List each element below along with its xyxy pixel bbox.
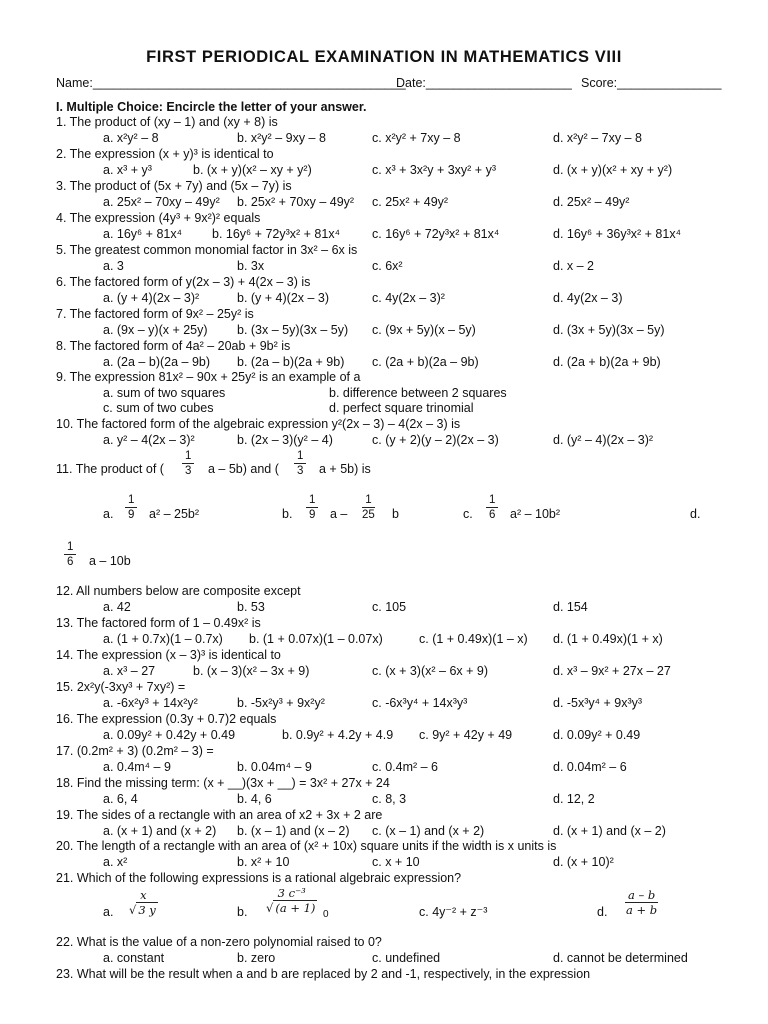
choice-text: b [392,507,399,521]
choice-a[interactable]: a. sum of two squares [103,386,226,400]
question-stem: 13. The factored form of 1 – 0.49x² is [56,616,261,630]
choice-c[interactable]: c. (9x + 5y)(x – 5y) [372,323,476,337]
choice-a[interactable]: a. x² [103,855,128,869]
choice-b[interactable]: b. (2a – b)(2a + 9b) [237,355,345,369]
choice-d[interactable]: d. (y² – 4)(2x – 3)² [553,433,654,447]
choice-d[interactable]: d. -5x³y⁴ + 9x³y³ [553,696,643,710]
choice-b[interactable]: b. (x – 1) and (x – 2) [237,824,350,838]
fraction: $\frac{1}{25}$ [362,494,375,521]
choice-text: 0 [323,909,329,920]
choice-a[interactable]: a. (9x – y)(x + 25y) [103,323,208,337]
choice-c[interactable]: c. (x + 3)(x² – 6x + 9) [372,664,489,678]
question-stem: 16. The expression (0.3y + 0.7)2 equals [56,712,277,726]
question-stem: 4. The expression (4y³ + 9x²)² equals [56,211,261,225]
fraction: $\frac{\text{3 c⁻³}}{√ (a + 1)}$ [266,886,316,915]
choice-label: a. [103,905,114,919]
choice-b[interactable]: b. (3x – 5y)(3x – 5y) [237,323,349,337]
choice-b[interactable]: b. 16y⁶ + 72y³x² + 81x⁴ [212,227,340,241]
choice-a[interactable]: a. -6x²y³ + 14x²y² [103,696,198,710]
question-stem: 6. The factored form of y(2x – 3) + 4(2x – 3) is [56,275,311,289]
question-stem: 22. What is the value of a non-zero polynomial raised to 0? [56,935,382,949]
choice-c[interactable]: c. 9y² + 42y + 49 [419,728,513,742]
choice-a[interactable]: a. (1 + 0.7x)(1 – 0.7x) [103,632,223,646]
question-stem: 9. The expression 81x² – 90x + 25y² is an example of a [56,370,361,384]
choice-c[interactable]: c. 0.4m² – 6 [372,760,438,774]
question-stem: 1. The product of (xy – 1) and (xy + 8) is [56,115,278,129]
fraction: $\frac{x}{√ 3 y}$ [129,888,156,917]
choice-label: c. [463,507,473,521]
choice-b[interactable]: b. -5x²y³ + 9x²y² [237,696,325,710]
choice-c[interactable]: c. (x – 1) and (x + 2) [372,824,485,838]
section-heading: I. Multiple Choice: Encircle the letter of your answer. [56,100,367,114]
choice-c[interactable]: c. 105 [372,600,407,614]
choice-b[interactable]: b. (y + 4)(2x – 3) [237,291,330,305]
question-stem: 15. 2x²y(-3xy³ + 7xy²) = [56,680,186,694]
choice-c[interactable]: c. 8, 3 [372,792,407,806]
choice-a[interactable]: a. (y + 4)(2x – 3)² [103,291,200,305]
question-stem: 19. The sides of a rectangle with an area of x2 + 3x + 2 are [56,808,383,822]
question-stem: 20. The length of a rectangle with an area of (x² + 10x) square units if the width is x units is [56,839,557,853]
choice-d[interactable]: d. (2a + b)(2a + 9b) [553,355,661,369]
choice-a[interactable]: a. 0.4m⁴ – 9 [103,760,171,774]
question-stem: 5. The greatest common monomial factor in 3x² – 6x is [56,243,358,257]
choice-a[interactable]: a. y² – 4(2x – 3)² [103,433,195,447]
choice-c[interactable]: c. 16y⁶ + 72y³x² + 81x⁴ [372,227,500,241]
choice-b[interactable]: b. x²y² – 9xy – 8 [237,131,326,145]
fraction: $\frac{1}{9}$ [306,494,318,521]
choice-b[interactable]: b. difference between 2 squares [329,386,507,400]
choice-label: d. [690,507,701,521]
choice-a[interactable]: a. (2a – b)(2a – 9b) [103,355,211,369]
choice-label: d. [597,905,608,919]
choice-b[interactable]: b. (x – 3)(x² – 3x + 9) [193,664,310,678]
choice-d[interactable]: d. 25x² – 49y² [553,195,630,209]
choice-d[interactable]: d. cannot be determined [553,951,688,965]
question-stem: 2. The expression (x + y)³ is identical to [56,147,274,161]
choice-b[interactable]: b. 53 [237,600,265,614]
question-stem: 11. The product of ( [56,462,164,476]
fraction: $\frac{1}{6}$ [64,541,76,568]
choice-d[interactable]: d. perfect square trinomial [329,401,474,415]
question-stem: 8. The factored form of 4a² – 20ab + 9b² is [56,339,291,353]
question-stem: a + 5b) is [319,462,371,476]
choice-d[interactable]: d. x³ – 9x² + 27x – 27 [553,664,671,678]
choice-d[interactable]: d. (3x + 5y)(3x – 5y) [553,323,665,337]
choice-text: a – [330,507,348,521]
choice-b[interactable]: b. (2x – 3)(y² – 4) [237,433,333,447]
question-stem: 23. What will be the result when a and b are replaced by 2 and -1, respectively, in the expression [56,967,591,981]
choice-d[interactable]: d. 0.09y² + 0.49 [553,728,641,742]
choice-d[interactable]: d. 154 [553,600,588,614]
choice-label: b. [237,905,248,919]
question-stem: 18. Find the missing term: (x + __)(3x + __) = 3x² + 27x + 24 [56,776,390,790]
choice-b[interactable]: b. 4, 6 [237,792,272,806]
choice-d[interactable]: d. 4y(2x – 3) [553,291,623,305]
choice-label: b. [282,507,293,521]
choice-b[interactable]: b. (x + y)(x² – xy + y²) [193,163,312,177]
choice-b[interactable]: b. 0.04m⁴ – 9 [237,760,312,774]
question-stem: a – 5b) and ( [208,462,279,476]
choice-c[interactable]: c. 25x² + 49y² [372,195,449,209]
choice-a[interactable]: a. x³ – 27 [103,664,156,678]
fraction-one-third: $\frac{1}{3}$ [182,450,194,477]
choice-d[interactable]: d. x²y² – 7xy – 8 [553,131,642,145]
choice-d[interactable]: d. 0.04m² – 6 [553,760,627,774]
fraction-one-third: $\frac{1}{3}$ [294,450,306,477]
choice-a[interactable]: a. 25x² – 70xy – 49y² [103,195,220,209]
question-stem: 17. (0.2m² + 3) (0.2m² – 3) = [56,744,214,758]
exam-title: FIRST PERIODICAL EXAMINATION IN MATHEMATICS VIII [146,48,622,66]
choice-c[interactable]: c. 6x² [372,259,403,273]
choice-c[interactable]: c. (1 + 0.49x)(1 – x) [419,632,528,646]
choice-d[interactable]: d. (x + 1) and (x – 2) [553,824,666,838]
score-field[interactable]: Score:_______________ [581,76,722,90]
choice-a[interactable]: a. 16y⁶ + 81x⁴ [103,227,182,241]
choice-d[interactable]: d. x – 2 [553,259,594,273]
question-stem: 7. The factored form of 9x² – 25y² is [56,307,254,321]
choice-a[interactable]: a. x³ + y³ [103,163,152,177]
choice-a[interactable]: a. constant [103,951,165,965]
choice-d[interactable]: d. (1 + 0.49x)(1 + x) [553,632,663,646]
choice-c[interactable]: c. (2a + b)(2a – 9b) [372,355,479,369]
question-stem: 14. The expression (x – 3)³ is identical to [56,648,281,662]
choice-d[interactable]: d. (x + 10)² [553,855,614,869]
choice-d[interactable]: d. (x + y)(x² + xy + y²) [553,163,673,177]
choice-c[interactable]: c. x²y² + 7xy – 8 [372,131,461,145]
choice-b[interactable]: b. 25x² + 70xy – 49y² [237,195,355,209]
choice-c[interactable]: c. x³ + 3x²y + 3xy² + y³ [372,163,496,177]
choice-c[interactable]: c. undefined [372,951,441,965]
choice-b[interactable]: b. zero [237,951,276,965]
choice-text: a – 10b [89,554,131,568]
choice-a[interactable]: a. 0.09y² + 0.42y + 0.49 [103,728,236,742]
choice-b[interactable]: b. (1 + 0.07x)(1 – 0.07x) [249,632,383,646]
choice-c[interactable]: c. x + 10 [372,855,420,869]
choice-text: a² – 25b² [149,507,200,521]
name-field[interactable]: Name:_____________________________________________ [56,76,406,90]
choice-b[interactable]: b. 3x [237,259,265,273]
choice-c[interactable]: c. 4y(2x – 3)² [372,291,445,305]
choice-c[interactable]: c. -6x³y⁴ + 14x³y³ [372,696,468,710]
choice-a[interactable]: a. (x + 1) and (x + 2) [103,824,217,838]
choice-c[interactable]: c. 4y⁻² + z⁻³ [419,905,488,919]
choice-b[interactable]: b. 0.9y² + 4.2y + 4.9 [282,728,394,742]
question-stem: 3. The product of (5x + 7y) and (5x – 7y) is [56,179,292,193]
question-stem: 10. The factored form of the algebraic expression y²(2x – 3) – 4(2x – 3) is [56,417,461,431]
question-stem: 21. Which of the following expressions is a rational algebraic expression? [56,871,462,885]
fraction: $\frac{1}{9}$ [125,494,137,521]
choice-b[interactable]: b. x² + 10 [237,855,290,869]
choice-text: a² – 10b² [510,507,561,521]
choice-c[interactable]: c. (y + 2)(y – 2)(2x – 3) [372,433,499,447]
choice-d[interactable]: d. 12, 2 [553,792,595,806]
choice-label: a. [103,507,114,521]
question-stem: 12. All numbers below are composite except [56,584,301,598]
choice-a[interactable]: a. x²y² – 8 [103,131,159,145]
choice-a[interactable]: a. 3 [103,259,124,273]
choice-c[interactable]: c. sum of two cubes [103,401,214,415]
choice-d[interactable]: d. 16y⁶ + 36y³x² + 81x⁴ [553,227,681,241]
choice-a[interactable]: a. 42 [103,600,131,614]
fraction: $\frac{1}{6}$ [486,494,498,521]
fraction: $\frac{a - b}{a + b}$ [626,888,658,917]
date-field[interactable]: Date:_____________________ [396,76,572,90]
choice-a[interactable]: a. 6, 4 [103,792,138,806]
